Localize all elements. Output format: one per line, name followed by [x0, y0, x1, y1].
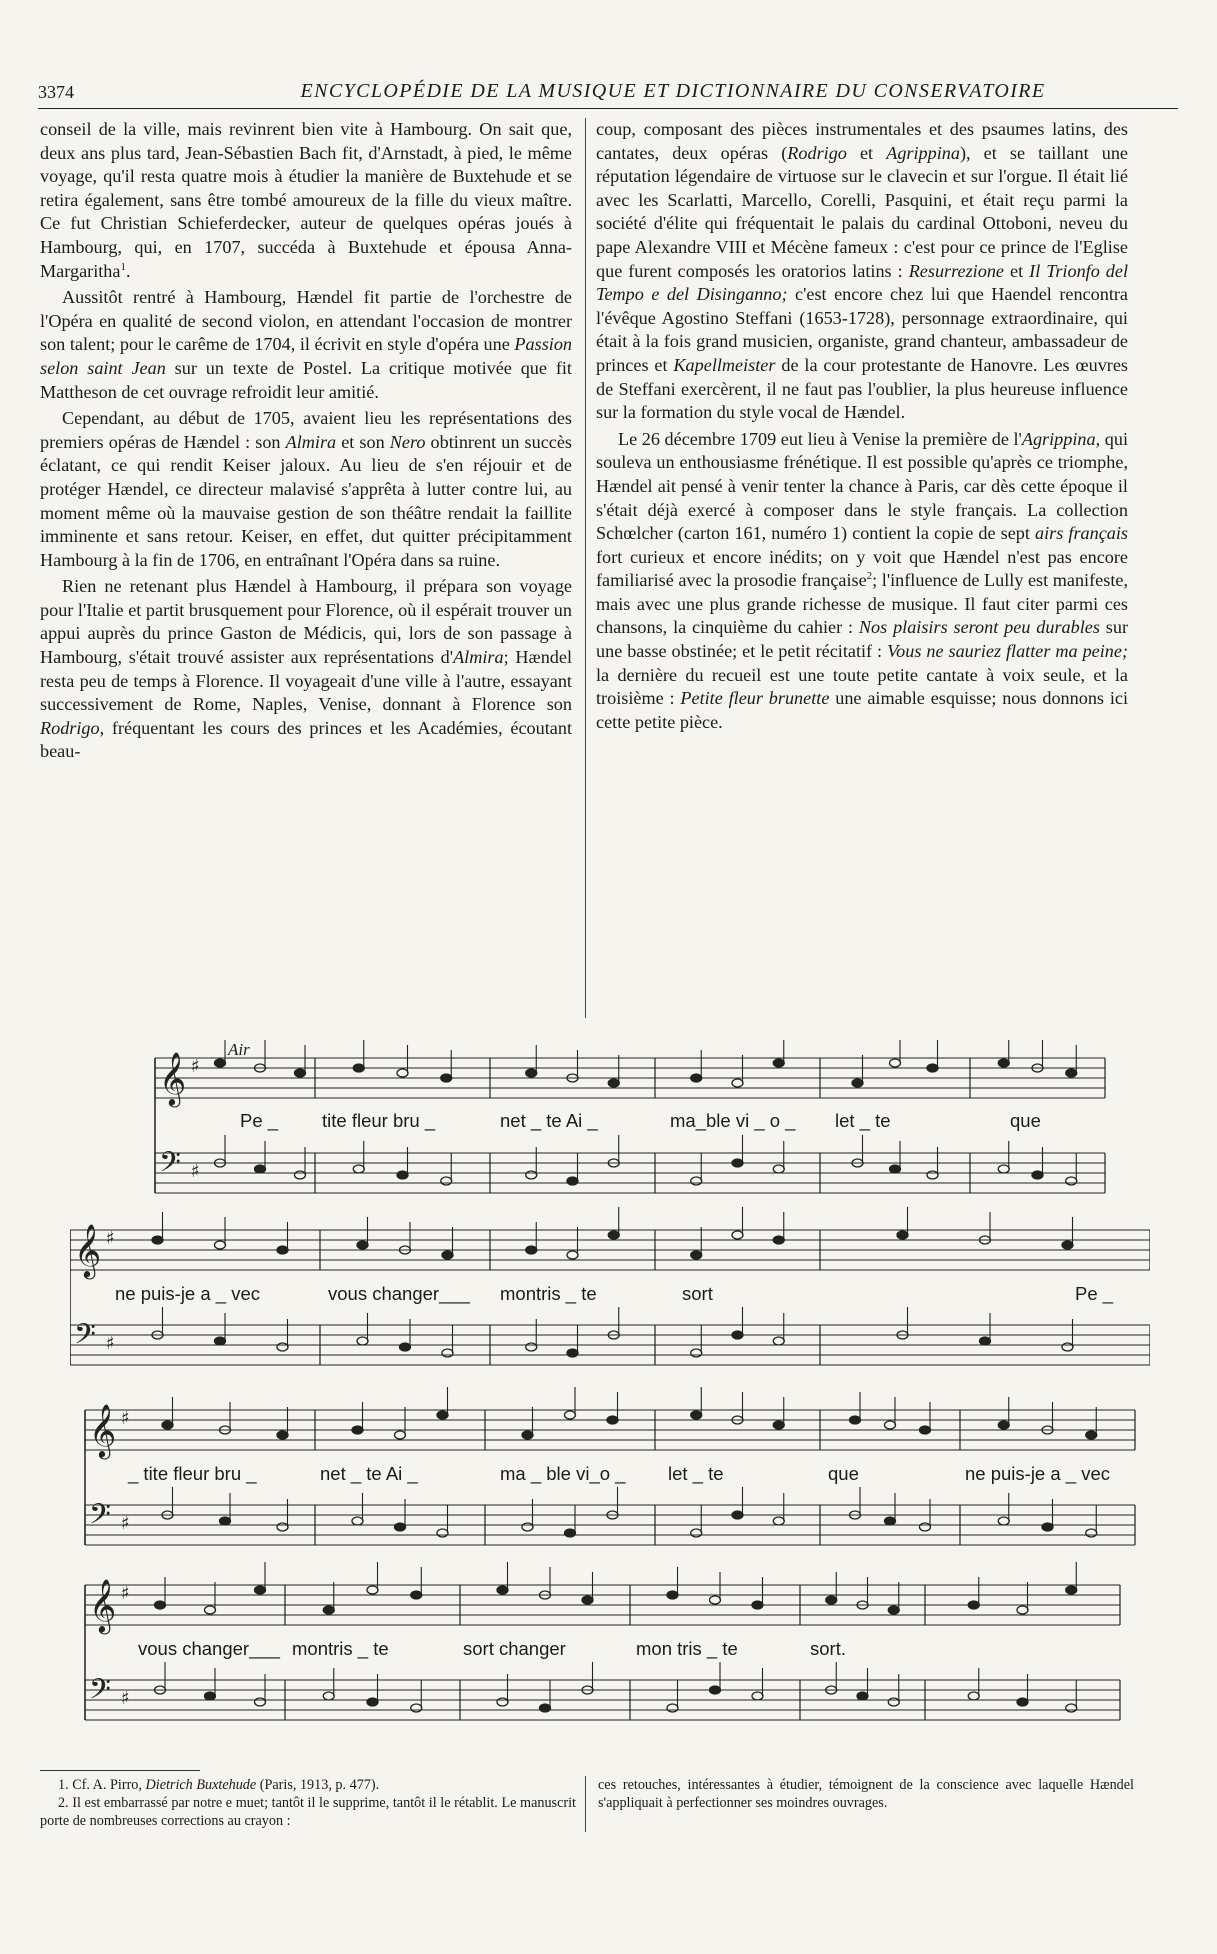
note-head [607, 1416, 618, 1424]
note-head [691, 1177, 702, 1185]
note-head [400, 1343, 411, 1351]
note-head [888, 1606, 899, 1614]
note-head [773, 1337, 784, 1345]
right-column [596, 118, 1128, 737]
note-head [968, 1692, 979, 1700]
bass-clef: 𝄢 [89, 1673, 111, 1713]
lyric-syllable: montris _ te [500, 1283, 597, 1304]
note-head [773, 1236, 784, 1244]
note-head [998, 1517, 1009, 1525]
lyric-syllable: ne puis-je a _ vec [115, 1283, 261, 1304]
work-title: Almira [285, 431, 337, 452]
note-head [1066, 1177, 1077, 1185]
note-head [1017, 1698, 1028, 1706]
note-head [255, 1165, 266, 1173]
note-head [773, 1059, 784, 1067]
note-head [732, 1331, 743, 1339]
note-head [205, 1692, 216, 1700]
note-head [1032, 1171, 1043, 1179]
note-head [352, 1517, 363, 1525]
note-head [442, 1349, 453, 1357]
work-title: Passion selon saint Jean [40, 334, 573, 378]
lyric-syllable: mon tris _ te [636, 1638, 738, 1659]
note-head [920, 1426, 931, 1434]
note-head [1066, 1704, 1077, 1712]
note-head [277, 1523, 288, 1531]
note-head [497, 1586, 508, 1594]
note-head [526, 1171, 537, 1179]
lyric-syllable: vous changer___ [328, 1283, 470, 1304]
key-signature: ♯ [191, 1056, 200, 1077]
note-head [255, 1586, 266, 1594]
note-head [1042, 1523, 1053, 1531]
note-head [667, 1591, 678, 1599]
note-head [691, 1411, 702, 1419]
note-head [565, 1411, 576, 1419]
footnote-2: 2. Il est embarrassé par notre e muet; tantôt il le supprime, tantôt il le rétablit. Le manuscrit porte de nombreuses corrections au crayon : [40, 1795, 576, 1829]
treble-clef: 𝄞 [159, 1051, 187, 1105]
bass-clef: 𝄢 [159, 1146, 181, 1186]
note-head [411, 1591, 422, 1599]
lyric-syllable: ma _ ble vi_o _ [500, 1463, 626, 1484]
note-head [205, 1606, 216, 1614]
note-head [395, 1431, 406, 1439]
note-head [710, 1686, 721, 1694]
bass-clef: 𝄢 [89, 1498, 111, 1538]
lyric-syllable: tite fleur bru _ [322, 1110, 436, 1131]
note-head [442, 1251, 453, 1259]
note-head [1086, 1529, 1097, 1537]
note-head [437, 1411, 448, 1419]
footnote-2-continued: ces retouches, intéressantes à étudier, témoignent de la conscience avec laquelle Hændel s'appliquait à perfectionner ses moindres ouvrages. [598, 1777, 1134, 1811]
note-head [353, 1064, 364, 1072]
note-head [437, 1529, 448, 1537]
footnotes-left [40, 1776, 576, 1830]
column-divider [585, 118, 586, 1018]
footnote-ref[interactable]: 2 [866, 570, 873, 583]
lyric-syllable: sort. [810, 1638, 846, 1659]
note-head [353, 1165, 364, 1173]
note-head [357, 1241, 368, 1249]
note-head [732, 1231, 743, 1239]
note-head [1066, 1069, 1077, 1077]
note-head [582, 1596, 593, 1604]
note-head [773, 1517, 784, 1525]
lyric-syllable: que [1010, 1110, 1041, 1131]
lyric-syllable: net _ te Ai _ [320, 1463, 418, 1484]
lyric-syllable: let _ te [668, 1463, 724, 1484]
note-head [826, 1596, 837, 1604]
note-head [857, 1692, 868, 1700]
note-head [215, 1059, 226, 1067]
lyric-syllable: let _ te [835, 1110, 891, 1131]
treble-clef: 𝄞 [74, 1223, 102, 1277]
key-signature: ♯ [106, 1228, 115, 1249]
paragraph: Le 26 décembre 1709 eut lieu à Venise la première de l'Agrippina, qui souleva un enthousiasme frénétique. Il est possible qu'après ce triomphe, Hændel ait pensé à venir tenter la chance à Paris, car dès cette époque il s'était déjà exercé à composer dans le style français. La collection Schœlcher (carton 161, numéro 1) contient la copie de sept airs français fort curieux et encore inédits; on y voit que Hændel n'est pas encore familiarisé avec la prosodie française$^2$; l'influence de Lully est manifeste, mais avec une plus grande richesse de musique. Il faut citer parmi ces chansons, la cinquième du cahier : Nos plaisirs seront peu durables sur une basse obstinée; et le petit récitatif : Vous ne sauriez flatter ma peine; la dernière du recueil est une toute petite cantate à voix seule, et la troisième : Petite fleur brunette une aimable esquisse; nous donnons ici cette petite pièce. [596, 428, 1129, 732]
note-head [215, 1241, 226, 1249]
note-head [352, 1426, 363, 1434]
note-head [567, 1349, 578, 1357]
note-head [277, 1431, 288, 1439]
note-head [277, 1343, 288, 1351]
note-head [367, 1586, 378, 1594]
note-head [1062, 1343, 1073, 1351]
note-head [667, 1704, 678, 1712]
note-head [357, 1337, 368, 1345]
note-head [732, 1159, 743, 1167]
key-signature: ♯ [121, 1408, 130, 1429]
note-head [441, 1074, 452, 1082]
note-head [522, 1431, 533, 1439]
note-head [567, 1177, 578, 1185]
tempo-label: Air [228, 1040, 250, 1059]
note-head [295, 1171, 306, 1179]
note-head [890, 1059, 901, 1067]
note-head [220, 1517, 231, 1525]
note-head [608, 1079, 619, 1087]
note-head [441, 1177, 452, 1185]
footnote-rule [40, 1770, 200, 1771]
page-number: 3374 [38, 82, 74, 102]
note-head [1017, 1606, 1028, 1614]
note-head [1066, 1586, 1077, 1594]
lyric-syllable: ne puis-je a _ vec [965, 1463, 1111, 1484]
note-head [567, 1251, 578, 1259]
lyric-syllable: montris _ te [292, 1638, 389, 1659]
note-head [998, 1421, 1009, 1429]
note-head [850, 1416, 861, 1424]
bass-clef: 𝄢 [74, 1318, 96, 1358]
running-header [38, 80, 1178, 109]
note-head [411, 1704, 422, 1712]
note-head [885, 1517, 896, 1525]
note-head [323, 1692, 334, 1700]
note-head [155, 1601, 166, 1609]
lyric-syllable: sort changer [463, 1638, 566, 1659]
lyric-syllable: Pe _ [1075, 1283, 1114, 1304]
note-head [732, 1511, 743, 1519]
score-staves [70, 1040, 1150, 1800]
note-head [890, 1165, 901, 1173]
footnote-divider [585, 1776, 586, 1832]
key-signature: ♯ [121, 1513, 130, 1534]
footnotes-right [598, 1776, 1134, 1812]
running-title: ENCYCLOPÉDIE DE LA MUSIQUE ET DICTIONNAIRE DU CONSERVATOIRE [300, 80, 1046, 102]
footnote-ref[interactable]: 1 [120, 260, 126, 273]
lyric-syllable: sort [682, 1283, 713, 1304]
note-head [885, 1421, 896, 1429]
key-signature: ♯ [106, 1333, 115, 1354]
note-head [295, 1069, 306, 1077]
footnote-1: 1. Cf. A. Pirro, Dietrich Buxtehude (Paris, 1913, p. 477). [58, 1777, 380, 1793]
note-head [927, 1064, 938, 1072]
note-head [998, 1165, 1009, 1173]
paragraph: Aussitôt rentré à Hambourg, Hændel fit partie de l'orchestre de l'Opéra en qualité de second violon, en attendant l'occasion de montrer son talent; pour le carême de 1704, il écrivit en style d'opéra une Passion selon saint Jean sur un texte de Postel. La critique motivée que fit Mattheson de cet ouvrage refroidit leur amitié. [40, 287, 573, 402]
key-signature: ♯ [191, 1161, 200, 1182]
treble-clef: 𝄞 [89, 1403, 117, 1457]
treble-clef: 𝄞 [89, 1578, 117, 1632]
work-title: Rodrigo [40, 717, 100, 738]
note-head [526, 1069, 537, 1077]
note-head [540, 1704, 551, 1712]
note-head [773, 1165, 784, 1173]
lyric-syllable: ma_ble vi _ o _ [670, 1110, 796, 1131]
lyric-syllable: que [828, 1463, 859, 1484]
note-head [1062, 1241, 1073, 1249]
note-head [397, 1171, 408, 1179]
work-title: Nero [389, 431, 426, 452]
note-head [691, 1349, 702, 1357]
note-head [522, 1523, 533, 1531]
note-head [255, 1698, 266, 1706]
note-head [927, 1171, 938, 1179]
note-head [980, 1337, 991, 1345]
note-head [497, 1698, 508, 1706]
lyric-syllable: vous changer___ [138, 1638, 280, 1659]
note-head [323, 1606, 334, 1614]
note-head [691, 1251, 702, 1259]
paragraph: conseil de la ville, mais revinrent bien vite à Hambourg. On sait que, deux ans plus tard, Jean-Sébastien Bach fit, d'Arnstadt, à pied, le même voyage, qu'il resta quatre mois à étudier la manière de Buxtehude et se retira également, sans être tombé amoureux de la fille du vieux maître. Ce fut Christian Schieferdecker, auteur de quelques opéras joués à Hambourg, qui, en 1707, succéda à Buxtehude et épousa Anna-Margaritha$^1$. [40, 119, 572, 281]
note-head [897, 1231, 908, 1239]
paragraph: coup, composant des pièces instrumentales et des psaumes latins, des cantates, deux opéras (Rodrigo et Agrippina), et se taillant une réputation légendaire de virtuose sur le clavecin et sur l'orgue. Il était lié avec les Scarlatti, Marcello, Corelli, Pasquini, et était reçu parmi la société d'élite qui fréquentait le palais du cardinal Ottoboni, neveu du pape Alexandre VIII et Mécène fameux : c'est pour ce prince de l'Eglise que furent composés les oratorios latins : Resurrezione et Il Trionfo del Tempo e del Disinganno; c'est encore chez lui que Haendel rencontra l'évêque Agostino Steffani (1653-1728), personnage extraordinaire, qui était à la fois grand musicien, organiste, grand chanteur, ambassadeur de princes et Kapellmeister de la cour protestante de Hanovre. Les œuvres de Steffani exercèrent, il ne faut pas l'oublier, la plus heureuse influence sur la formation du style vocal de Hændel. [596, 119, 1129, 423]
note-head [215, 1337, 226, 1345]
note-head [162, 1421, 173, 1429]
note-head [998, 1059, 1009, 1067]
paragraph: Cependant, au début de 1705, avaient lieu les représentations des premiers opéras de Hændel : son Almira et son Nero obtinrent un succès éclatant, ce qui rendit Keiser jaloux. Au lieu de s'en réjouir et de protéger Hændel, ce directeur malavisé s'apprêta à lutter contre lui, au moment même où la mauvaise gestion de son théâtre rendait la faillite imminente et sans retour. Keiser, en effet, dut quitter précipitamment Hambourg à la fin de 1706, en entraînant l'Opéra dans sa ruine. [40, 408, 573, 570]
note-head [691, 1529, 702, 1537]
note-head [852, 1079, 863, 1087]
note-head [277, 1246, 288, 1254]
note-head [526, 1246, 537, 1254]
note-head [732, 1079, 743, 1087]
note-head [608, 1231, 619, 1239]
music-score [70, 1040, 1150, 1800]
note-head [526, 1343, 537, 1351]
note-head [397, 1069, 408, 1077]
note-head [1086, 1431, 1097, 1439]
lyric-syllable: net _ te Ai _ [500, 1110, 598, 1131]
key-signature: ♯ [121, 1688, 130, 1709]
lyric-syllable: Pe _ [240, 1110, 279, 1131]
note-head [752, 1692, 763, 1700]
note-head [395, 1523, 406, 1531]
paragraph: Rien ne retenant plus Hændel à Hambourg, il prépara son voyage pour l'Italie et partit brusquement pour Florence, où il espérait trouver un appui auprès du prince Gaston de Médicis, qui, lors de son passage à Hambourg, s'était trouvé assister aux représentations d'Almira; Hændel resta peu de temps à Florence. Il voyageait d'une ville à l'autre, essayant successivement de Rome, Naples, Venise, donnant à Florence son Rodrigo, fréquentant les cours des princes et les Académies, écoutant beau- [40, 576, 573, 762]
key-signature: ♯ [121, 1583, 130, 1604]
note-head [888, 1698, 899, 1706]
note-head [152, 1236, 163, 1244]
note-head [691, 1074, 702, 1082]
left-column [40, 118, 572, 767]
note-head [565, 1529, 576, 1537]
note-head [710, 1596, 721, 1604]
note-head [367, 1698, 378, 1706]
note-head [752, 1601, 763, 1609]
note-head [920, 1523, 931, 1531]
note-head [773, 1421, 784, 1429]
lyric-syllable: _ tite fleur bru _ [128, 1463, 257, 1484]
note-head [968, 1601, 979, 1609]
work-title: Almira [453, 647, 504, 668]
